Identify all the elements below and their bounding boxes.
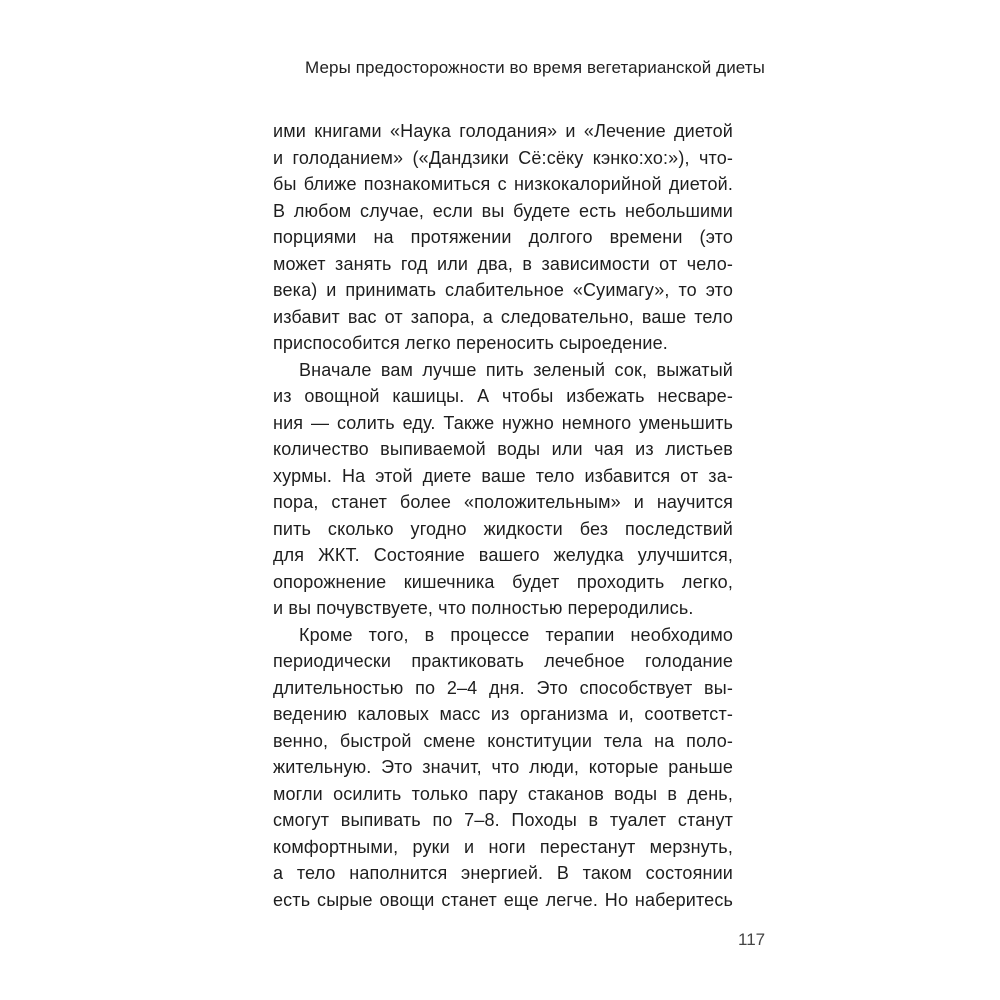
text-line: опорожнение кишечника будет проходить легко, (273, 571, 733, 592)
text-line: ния — солить еду. Также нужно немного уменьшить (273, 412, 733, 433)
page-number: 117 (738, 930, 766, 949)
running-header: Меры предосторожности во время вегетарианской диеты (305, 58, 765, 77)
text-line: века) и принимать слабительное «Суимагу», то это (273, 280, 733, 300)
text-line: могли осилить только пару стаканов воды в день, (273, 783, 733, 804)
text-line: может занять год или два, в зависимости от чело- (273, 253, 733, 274)
text-line: ими книгами «Наука голодания» и «Лечение диетой (273, 121, 733, 141)
text-line: для ЖКТ. Состояние вашего желудка улучшится, (273, 545, 733, 565)
body-text (273, 118, 733, 913)
text-line: а тело наполнится энергией. В таком состоянии (273, 863, 733, 883)
text-line: количество выпиваемой воды или чая из листьев (273, 439, 733, 459)
text-line: длительностью по 2–4 дня. Это способствует вы- (273, 677, 733, 698)
text-line: венно, быстрой смене конституции тела на поло- (273, 730, 733, 751)
text-line: избавит вас от запора, а следовательно, ваше тело (273, 306, 733, 327)
text-line: бы ближе познакомиться с низкокалорийной диетой. (273, 174, 733, 194)
text-line: жительную. Это значит, что люди, которые раньше (273, 757, 733, 777)
text-line: Вначале вам лучше пить зеленый сок, выжатый (299, 359, 733, 380)
text-line: комфортными, руки и ноги перестанут мерзнуть, (273, 836, 733, 857)
text-line: хурмы. На этой диете ваше тело избавится от за- (273, 465, 733, 486)
text-line: пить сколько угодно жидкости без последствий (273, 518, 733, 539)
text-line: периодически практиковать лечебное голодание (273, 651, 733, 671)
text-line: Кроме того, в процессе терапии необходимо (299, 624, 733, 645)
text-line: из овощной кашицы. А чтобы избежать несваре- (273, 386, 733, 406)
text-line: пора, станет более «положительным» и научится (273, 492, 733, 512)
text-line: порциями на протяжении долгого времени (это (273, 227, 733, 247)
text-line: приспособится легко переносить сыроедение. (273, 333, 668, 353)
text-line: В любом случае, если вы будете есть небольшими (273, 200, 733, 221)
text-line: есть сырые овощи станет еще легче. Но наберитесь (273, 889, 733, 910)
text-line: смогут выпивать по 7–8. Походы в туалет станут (273, 810, 733, 830)
text-line: и голоданием» («Дандзики Сё:сёку кэнко:хо:»), что- (273, 147, 733, 168)
text-line: и вы почувствуете, что полностью переродились. (273, 598, 694, 618)
text-line: ведению каловых масс из организма и, соответст- (273, 704, 733, 724)
